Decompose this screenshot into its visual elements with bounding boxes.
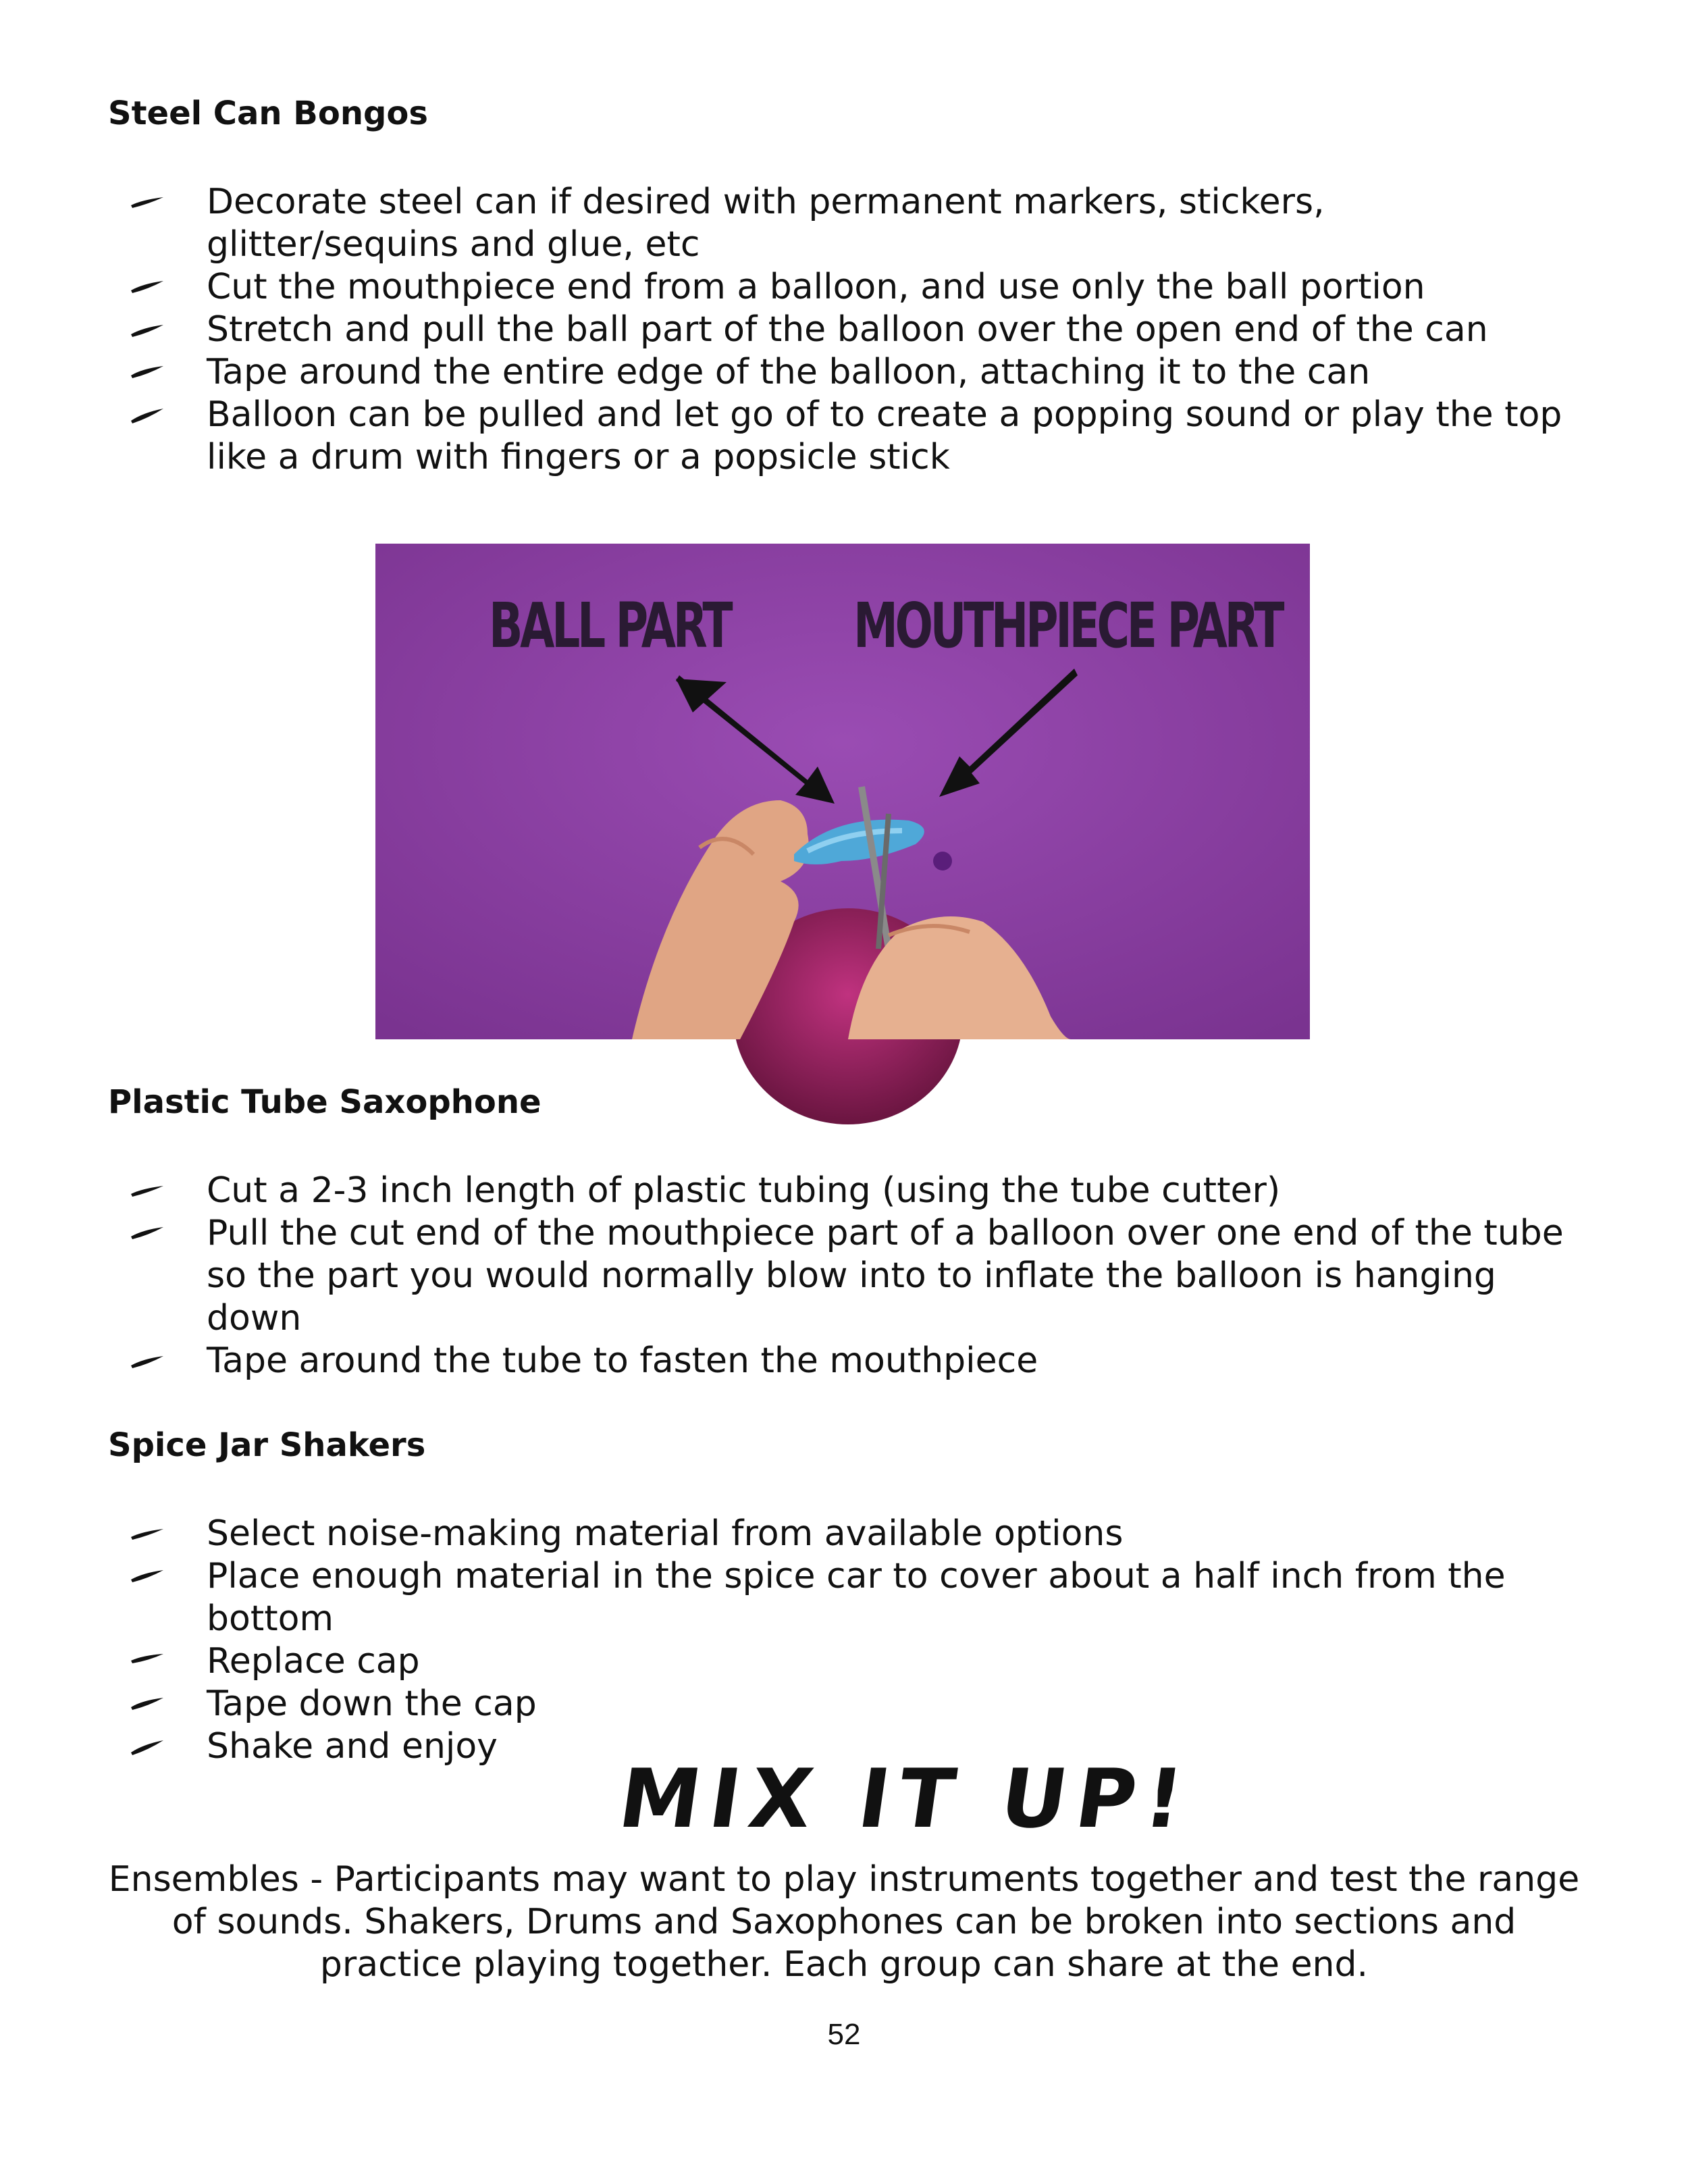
list-item <box>0 1212 1577 1340</box>
section-heading-steel-can-bongos: Steel Can Bongos <box>108 95 428 132</box>
step-text: Balloon can be pulled and let go of to create a popping sound or play the top like a drum with fingers or a popsicle stick <box>207 394 1562 477</box>
section-heading-spice-jar-shakers: Spice Jar Shakers <box>108 1426 426 1464</box>
step-text: Replace cap <box>207 1641 420 1682</box>
step-text: Stretch and pull the ball part of the balloon over the open end of the can <box>207 309 1488 350</box>
brush-dash-icon <box>128 1170 166 1212</box>
step-text: Cut a 2-3 inch length of plastic tubing (using the tube cutter) <box>207 1170 1281 1211</box>
brush-dash-icon <box>128 1555 166 1598</box>
list-item <box>0 266 1577 309</box>
step-text: Tape around the tube to fasten the mouthpiece <box>207 1341 1038 1381</box>
list-item <box>0 1555 1577 1640</box>
step-text: Select noise-making material from available options <box>207 1513 1124 1554</box>
list-item <box>0 1640 1577 1683</box>
list-item <box>0 1170 1577 1212</box>
step-text: Cut the mouthpiece end from a balloon, and use only the ball portion <box>207 267 1425 307</box>
spice-jar-shakers-steps <box>0 1513 1577 1768</box>
plastic-tube-saxophone-steps <box>0 1170 1577 1382</box>
brush-dash-icon <box>128 181 166 224</box>
page-number: 52 <box>827 2018 861 2051</box>
brush-dash-icon <box>128 351 166 394</box>
photo-label-mouthpiece-part: MOUTHPIECE PART <box>853 590 1282 662</box>
brush-dash-icon <box>128 1683 166 1725</box>
balloon-cutting-photo <box>375 544 1310 1039</box>
list-item <box>0 1683 1577 1725</box>
brush-dash-icon <box>128 1513 166 1555</box>
step-text: Pull the cut end of the mouthpiece part of a balloon over one end of the tube so the part you would normally blow into to inflate the balloon is hanging down <box>207 1213 1564 1338</box>
mix-it-up-title <box>613 1742 1198 1846</box>
section-heading-plastic-tube-saxophone: Plastic Tube Saxophone <box>108 1083 542 1121</box>
brush-dash-icon <box>128 1725 166 1768</box>
photo-label-ball-part: BALL PART <box>489 590 731 662</box>
list-item <box>0 1513 1577 1555</box>
brush-dash-icon <box>128 266 166 309</box>
step-text: Place enough material in the spice car to cover about a half inch from the bottom <box>207 1556 1506 1639</box>
list-item <box>0 309 1577 351</box>
list-item <box>0 1340 1577 1382</box>
mix-it-up-text: MIX IT UP! <box>613 1752 1198 1846</box>
step-text: Shake and enjoy <box>207 1726 498 1767</box>
brush-dash-icon <box>128 1340 166 1382</box>
step-text: Decorate steel can if desired with permanent markers, stickers, glitter/sequins and glue, etc <box>207 182 1325 265</box>
list-item <box>0 181 1577 266</box>
brush-dash-icon <box>128 309 166 351</box>
steel-can-bongos-steps <box>0 181 1577 479</box>
brush-dash-icon <box>128 394 166 436</box>
brush-dash-icon <box>128 1640 166 1683</box>
list-item <box>0 394 1577 479</box>
ensembles-paragraph: Ensembles - Participants may want to play instruments together and test the range of sounds. Shakers, Drums and Saxophones can be broken into sections and practice playing together. Each group can share at the end. <box>108 1859 1580 1985</box>
step-text: Tape down the cap <box>207 1684 537 1724</box>
list-item <box>0 351 1577 394</box>
step-text: Tape around the entire edge of the balloon, attaching it to the can <box>207 352 1371 392</box>
brush-dash-icon <box>128 1212 166 1255</box>
